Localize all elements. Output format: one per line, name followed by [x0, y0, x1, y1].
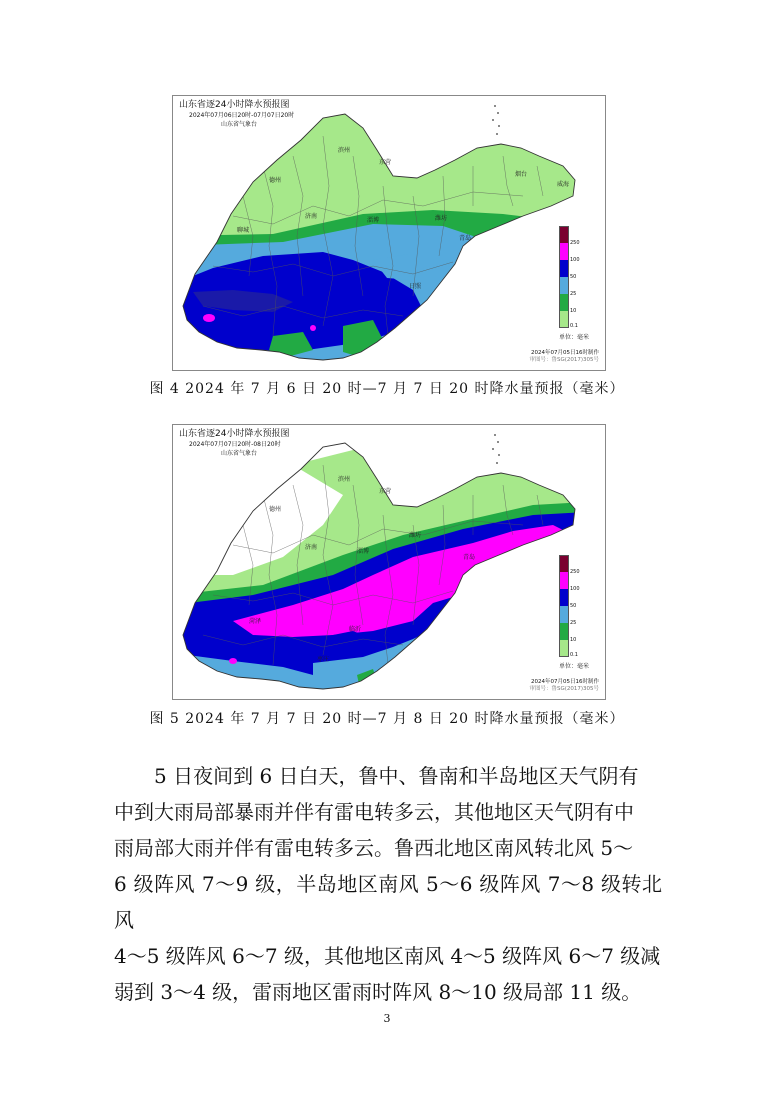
precip-map-1	[173, 96, 605, 370]
legend-swatch	[560, 311, 568, 327]
city-label: 济南	[305, 544, 318, 551]
legend-tick: 50	[570, 274, 577, 280]
legend-tick: 100	[570, 586, 580, 592]
map-title: 山东省逐24小时降水预报图	[179, 100, 290, 110]
precip-map-2	[173, 425, 605, 699]
precip-legend	[559, 555, 599, 675]
legend-swatch	[560, 640, 568, 656]
city-label: 德州	[269, 506, 282, 513]
city-label: 德州	[269, 177, 282, 184]
paragraph-line: 5 日夜间到 6 日白天，鲁中、鲁南和半岛地区天气阴有	[154, 764, 639, 788]
city-label: 菏泽	[249, 618, 262, 625]
map-footer	[529, 350, 599, 364]
figure-4-map	[172, 95, 606, 371]
city-label: 淄博	[357, 548, 370, 555]
legend-tick: 25	[570, 291, 577, 297]
legend-swatch	[560, 227, 568, 243]
legend-tick: 250	[570, 569, 580, 575]
city-label: 聊城	[237, 227, 250, 234]
map-title: 山东省逐24小时降水预报图	[179, 429, 290, 439]
legend-swatch	[560, 606, 568, 623]
legend-unit: 单位：毫米	[559, 663, 590, 670]
city-label: 临沂	[349, 626, 362, 633]
city-label: 潍坊	[435, 215, 448, 222]
legend-colorbar	[559, 555, 569, 657]
legend-tick: 50	[570, 603, 577, 609]
legend-tick: 25	[570, 620, 577, 626]
city-label: 滨州	[338, 476, 351, 483]
city-label: 潍坊	[409, 532, 422, 539]
paragraph-line: 雨局部大雨并伴有雷电转多云。鲁西北地区南风转北风 5～	[114, 836, 634, 860]
city-label: 青岛	[463, 554, 476, 561]
map-footer	[529, 679, 599, 693]
city-label: 淄博	[367, 217, 380, 224]
legend-swatch	[560, 623, 568, 640]
map-agency: 山东省气象台	[221, 450, 258, 457]
legend-swatch	[560, 277, 568, 294]
city-label: 济南	[305, 213, 318, 220]
paragraph-line: 中到大雨局部暴雨并伴有雷电转多云，其他地区天气阴有中	[114, 800, 634, 824]
city-label: 青岛	[459, 235, 472, 242]
made-time: 2024年07月05日16时制作	[531, 350, 599, 356]
city-label: 日照	[409, 283, 422, 290]
figure-5-caption: 图 5 2024 年 7 月 7 日 20 时—7 月 8 日 20 时降水量预报（毫米）	[149, 711, 625, 727]
legend-tick: 0.1	[570, 323, 578, 329]
legend-swatch	[560, 260, 568, 277]
legend-swatch	[560, 294, 568, 311]
legend-tick: 250	[570, 240, 580, 246]
approval-number: 审图号：鲁SG(2017)305号	[529, 357, 599, 363]
city-label: 东营	[379, 159, 392, 166]
legend-colorbar	[559, 226, 569, 328]
figure-5-map	[172, 424, 606, 700]
legend-swatch	[560, 572, 568, 589]
figure-4-caption: 图 4 2024 年 7 月 6 日 20 时—7 月 7 日 20 时降水量预报（毫米）	[149, 381, 625, 397]
forecast-paragraph	[114, 758, 662, 1010]
legend-tick: 10	[570, 308, 577, 314]
map-period: 2024年07月06日20时-07月07日20时	[189, 112, 295, 119]
legend-swatch	[560, 243, 568, 260]
legend-tick: 100	[570, 257, 580, 263]
city-label: 烟台	[515, 171, 528, 178]
legend-swatch	[560, 556, 568, 572]
precip-legend	[559, 226, 599, 346]
paragraph-line: 弱到 3～4 级，雷雨地区雷雨时阵风 8～10 级局部 11 级。	[114, 980, 642, 1004]
islands	[492, 434, 500, 464]
legend-swatch	[560, 589, 568, 606]
paragraph-line: 4～5 级阵风 6～7 级，其他地区南风 4～5 级阵风 6～7 级减	[114, 944, 661, 968]
islands	[492, 105, 500, 135]
map-period: 2024年07月07日20时-08日20时	[189, 441, 281, 448]
page-number: 3	[383, 1012, 391, 1025]
paragraph-line: 6 级阵风 7～9 级，半岛地区南风 5～6 级阵风 7～8 级转北风	[114, 872, 662, 932]
city-label: 东营	[379, 488, 392, 495]
city-label: 滨州	[338, 147, 351, 154]
approval-number: 审图号：鲁SG(2017)305号	[529, 686, 599, 692]
legend-tick: 0.1	[570, 652, 578, 658]
city-label: 威海	[557, 181, 570, 188]
city-label: 枣庄	[317, 656, 330, 663]
made-time: 2024年07月05日16时制作	[531, 679, 599, 685]
legend-tick: 10	[570, 637, 577, 643]
legend-unit: 单位：毫米	[559, 334, 590, 341]
map-agency: 山东省气象台	[221, 121, 258, 128]
